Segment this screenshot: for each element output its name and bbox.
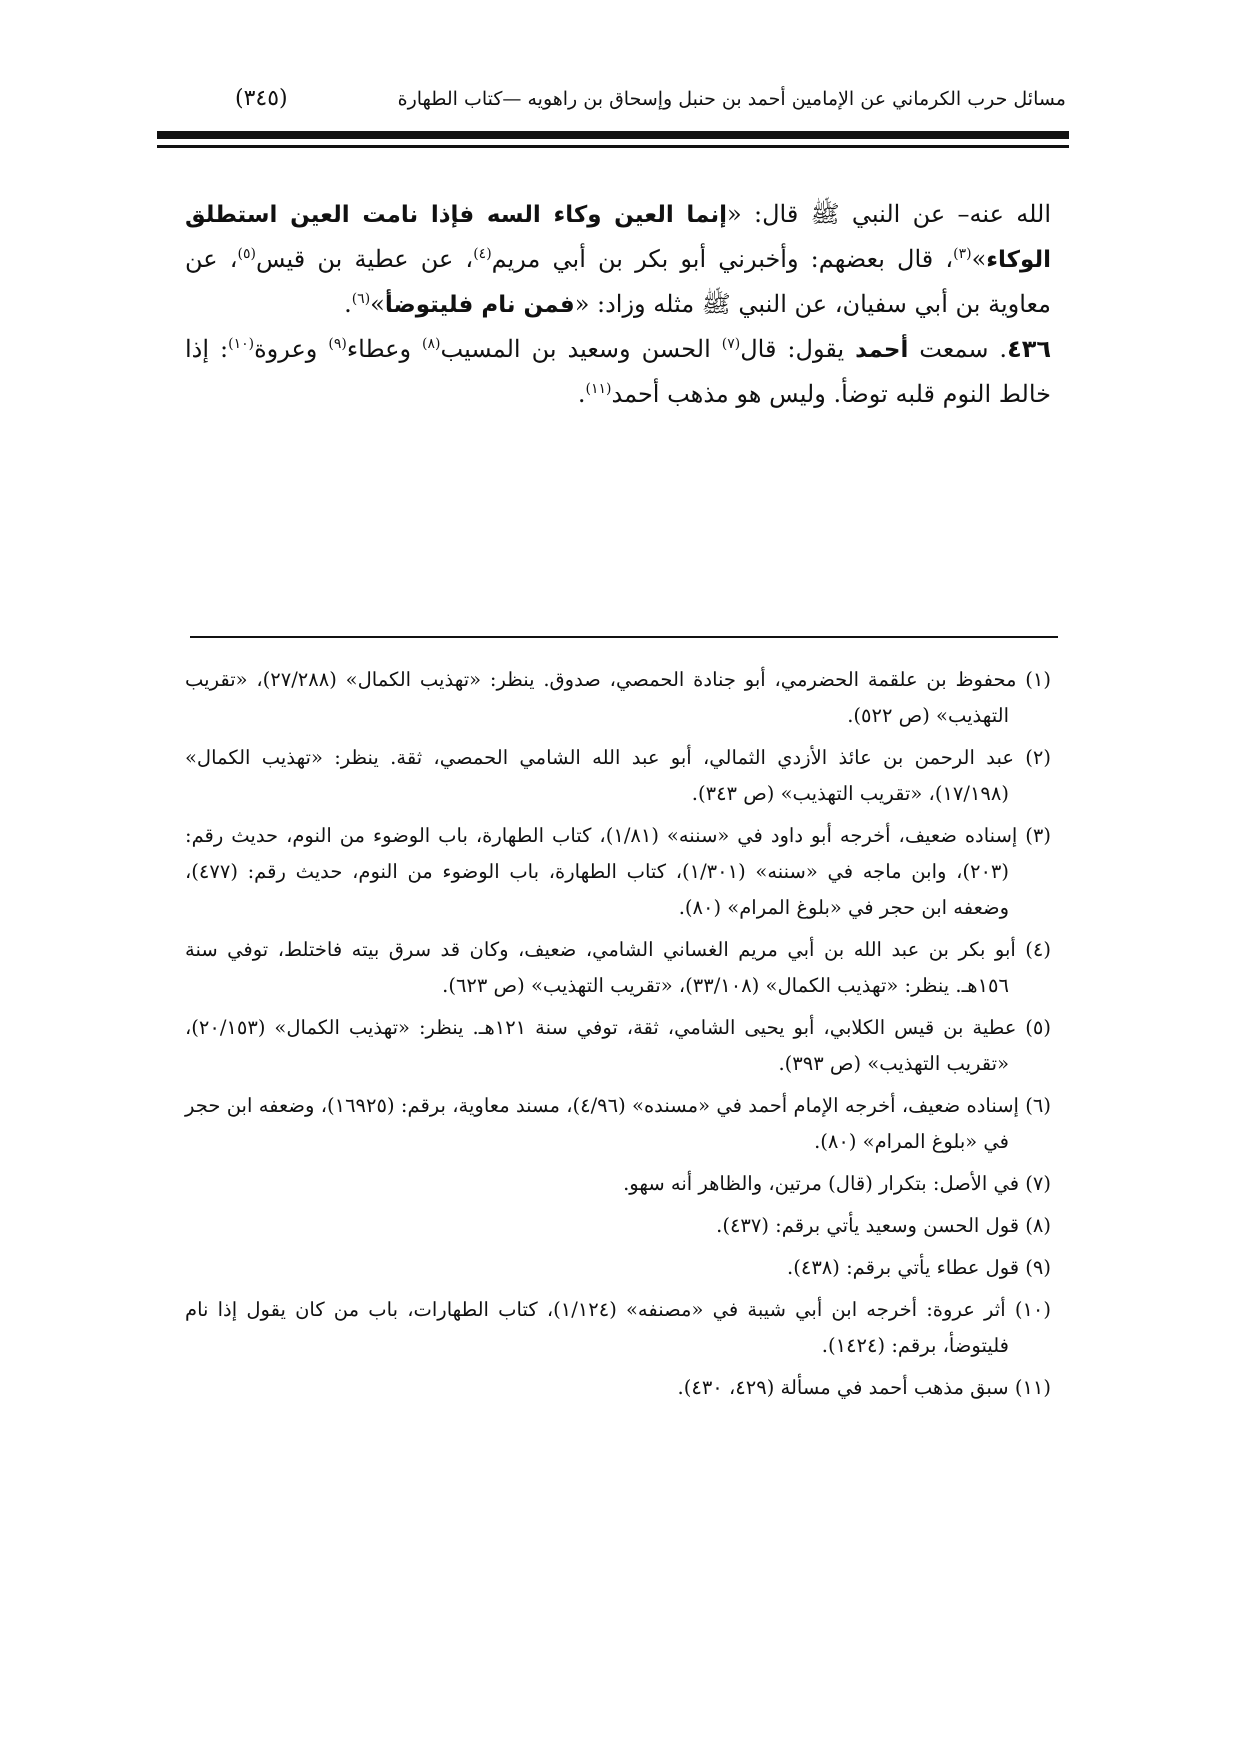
footnote-1: (١) محفوظ بن علقمة الحضرمي، أبو جنادة الحمصي، صدوق. ينظر: «تهذيب الكمال» (٢٧/٢٨٨)، «تقريب التهذيب» (ص ٥٢٢).: [185, 668, 1052, 727]
footnote-3: (٣) إسناده ضعيف، أخرجه أبو داود في «سننه» (١/٨١)، كتاب الطهارة، باب الوضوء من النوم، حديث رقم: (٢٠٣)، وابن ماجه في «سننه» (١/٣٠١)، كتاب الطهارة، باب الوضوء من النوم، حديث رقم: (٤٧٧)، وضعفه ابن حجر في «بلوغ المرام» (٨٠).: [185, 824, 1051, 919]
footnote-ref: (٧): [721, 336, 741, 352]
footnote-2: (٢) عبد الرحمن بن عائذ الأزدي الثمالي، أبو عبد الله الشامي الحمصي، ثقة. ينظر: «تهذيب الكمال» (١٧/١٩٨)، «تقريب التهذيب» (ص ٣٤٣).: [185, 746, 1051, 805]
footnote-6: (٦) إسناده ضعيف، أخرجه الإمام أحمد في «مسنده» (٤/٩٦)، مسند معاوية، برقم: (١٦٩٢٥)، وضعفه ابن حجر في «بلوغ المرام» (٨٠).: [185, 1094, 1051, 1153]
footnote-ref: (٥): [237, 246, 256, 262]
footnote-11: (١١) سبق مذهب أحمد في مسألة (٤٢٩، ٤٣٠).: [677, 1376, 1051, 1399]
page-number: (٣٤٥): [235, 86, 288, 111]
footnote-ref: (٨): [422, 336, 441, 352]
footnote-7: (٧) في الأصل: بتكرار (قال) مرتين، والظاهر أنه سهو.: [623, 1172, 1051, 1195]
footnote-separator: [190, 636, 1058, 638]
footnote-9: (٩) قول عطاء يأتي برقم: (٤٣٨).: [787, 1256, 1051, 1279]
issue-number: ٤٣٦: [1007, 335, 1052, 363]
footnote-ref: (٤): [473, 246, 492, 262]
footnote-ref: (٣): [953, 246, 972, 262]
footnote-4: (٤) أبو بكر بن عبد الله بن أبي مريم الغساني الشامي، ضعيف، وكان قد سرق بيته فاختلط، توفي سنة ١٥٦هـ. ينظر: «تهذيب الكمال» (٣٣/١٠٨)، «تقريب التهذيب» (ص ٦٢٣).: [185, 938, 1051, 997]
footnote-ref: (١١): [585, 381, 612, 397]
header-rule-thick: [157, 131, 1069, 139]
footnote-ref: (٩): [328, 336, 347, 352]
running-title: مسائل حرب الكرماني عن الإمامين أحمد بن حنبل وإسحاق بن راهويه —كتاب الطهارة: [397, 88, 1066, 110]
paragraph-hadith-continuation: الله عنه– عن النبي ﷺ قال: «إنما العين وكاء السه فإذا نامت العين استطلق الوكاء»$^{(٣)}$، قال بعضهم: وأخبرني أبو بكر بن أبي مريم$^{(٤)}$، عن عطية بن قيس$^{(٥)}$، عن معاوية بن أبي سفيان، عن النبي ﷺ مثله وزاد: «فمن نام فليتوضأ»$^{(٦)}$.: [185, 200, 1051, 318]
hadith-addition: فمن نام فليتوضأ: [384, 292, 575, 318]
footnote-ref: (٦): [351, 291, 371, 307]
footnote-ref: (١٠): [228, 336, 255, 352]
page-header: [160, 84, 1066, 124]
paragraph-issue-436: ٤٣٦. سمعت أحمد يقول: قال$^{(٧)}$ الحسن وسعيد بن المسيب$^{(٨)}$ وعطاء$^{(٩)}$ وعروة$^{(١٠)}$: إذا خالط النوم قلبه توضأ. وليس هو مذهب أحمد$^{(١١)}$.: [185, 335, 1052, 408]
main-text: [185, 192, 1051, 416]
footnote-5: (٥) عطية بن قيس الكلابي، أبو يحيى الشامي، ثقة، توفي سنة ١٢١هـ. ينظر: «تهذيب الكمال» (٢٠/١٥٣)، «تقريب التهذيب» (ص ٣٩٣).: [185, 1016, 1051, 1075]
footnotes: [185, 662, 1051, 1412]
header-rule-thin: [157, 145, 1069, 148]
footnote-8: (٨) قول الحسن وسعيد يأتي برقم: (٤٣٧).: [716, 1214, 1051, 1237]
name-ahmad: أحمد: [855, 337, 909, 363]
hadith-quote: إنما العين وكاء السه فإذا نامت العين استطلق الوكاء: [185, 202, 1051, 273]
footnote-10: (١٠) أثر عروة: أخرجه ابن أبي شيبة في «مصنفه» (١/١٢٤)، كتاب الطهارات، باب من كان يقول إذا نام فليتوضأ، برقم: (١٤٢٤).: [185, 1298, 1051, 1357]
